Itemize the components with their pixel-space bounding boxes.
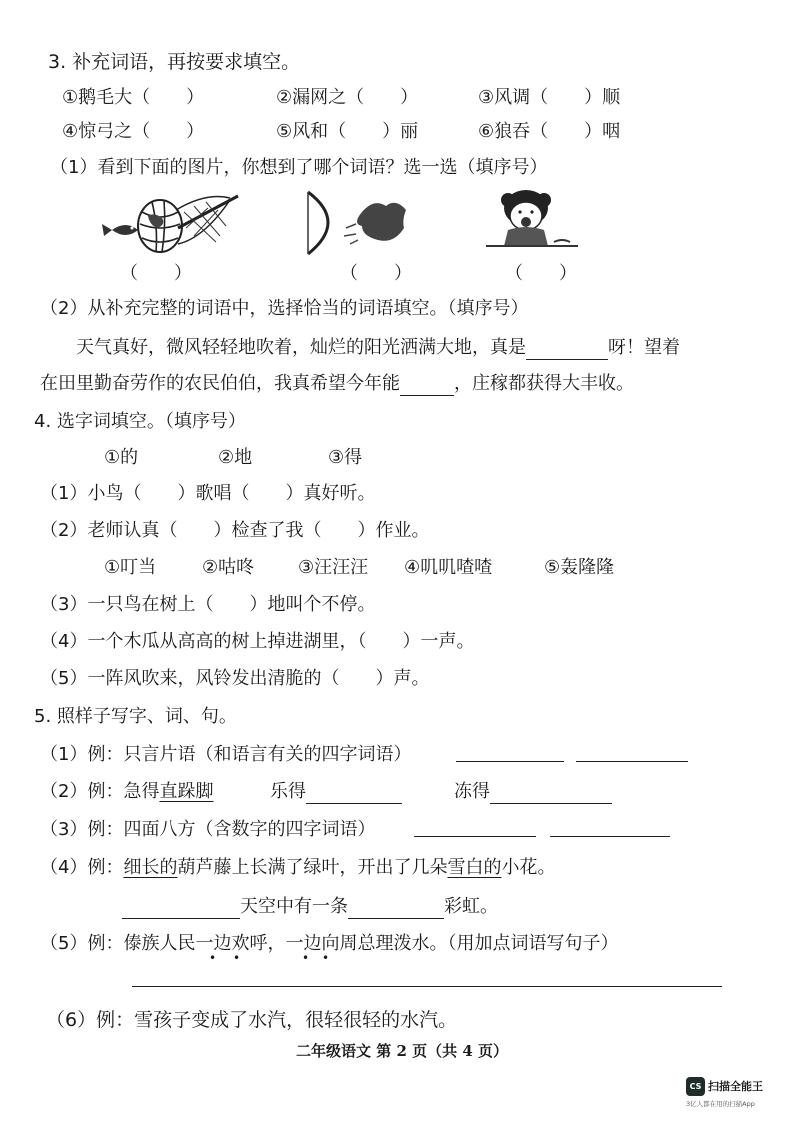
emphasis-dot: •	[322, 951, 330, 965]
q5-example6: （6）例：雪孩子变成了水汽，很轻很轻的水汽。	[46, 1009, 458, 1031]
emphasis-dot: •	[233, 951, 241, 965]
q5-e4-blank-2[interactable]	[348, 898, 444, 919]
para-text-d: ，庄稼都获得大丰收。	[454, 373, 634, 394]
q5-example4	[40, 856, 555, 880]
q4-title: 4. 选字词填空。（填序号）	[34, 411, 246, 432]
e4-prefix: （4）例：	[40, 857, 124, 878]
e4-l2-b: 彩虹。	[444, 896, 498, 917]
bow-bird-illustration	[300, 188, 415, 258]
q5-e3-blank-2[interactable]	[550, 816, 670, 837]
q4-line1: （1）小鸟（ ）歌唱（ ）真好听。	[40, 483, 376, 504]
pic2-answer-blank[interactable]: （ ）	[340, 263, 412, 284]
q5-e2-blank-1[interactable]	[306, 783, 402, 804]
pic1-answer-blank[interactable]: （ ）	[120, 263, 192, 284]
e4-l2-a: 天空中有一条	[240, 896, 348, 917]
page-footer: 二年级语文 第 2 页（共 4 页）	[296, 1042, 508, 1060]
e2-dong-label: 冻得	[454, 781, 490, 802]
girl-eating-illustration	[478, 186, 588, 256]
e4-end: 小花。	[501, 857, 556, 878]
watermark-tagline: 3亿人都在用的扫描App	[686, 1100, 755, 1108]
e2-prefix: （2）例：急得	[40, 781, 160, 802]
q5-example3: （3）例：四面八方（含数字的四字词语）	[40, 819, 376, 840]
q5-e1-blank-2[interactable]	[576, 741, 688, 762]
q5-e2-blank-2[interactable]	[490, 783, 612, 804]
e4-middle: 葫芦藤上长满了绿叶，开出了几朵	[177, 857, 448, 878]
q4-option2-3: ③汪汪汪	[298, 557, 369, 578]
q3-word-1: ①鹅毛大（ ）	[62, 87, 205, 108]
q4-line5: （5）一阵风吹来，风铃发出清脆的（ ）声。	[40, 668, 430, 689]
q4-line4: （4）一个木瓜从高高的树上掉进湖里，（ ）一声。	[40, 631, 475, 652]
e2-underlined-word: 直跺脚	[159, 781, 214, 802]
q4-line3: （3）一只鸟在树上（ ）地叫个不停。	[40, 594, 376, 615]
watermark-app-name: 扫描全能王	[708, 1080, 763, 1093]
q3-word-2: ②漏网之（ ）	[276, 87, 419, 108]
q4-option2-5: ⑤轰隆隆	[544, 557, 615, 578]
q5-e1-blank-1[interactable]	[456, 741, 564, 762]
q5-example5: （5）例：傣族人民一边欢呼，一边向周总理泼水。（用加点词语写句子）	[40, 933, 619, 954]
scanner-watermark	[686, 1075, 790, 1115]
q3-word-5: ⑤风和（ ）丽	[276, 121, 419, 142]
e4-underlined-2: 雪白的	[447, 857, 502, 878]
fish-net-illustration	[98, 188, 243, 263]
pic3-answer-blank[interactable]: （ ）	[505, 263, 577, 284]
cs-logo-icon: CS	[686, 1077, 705, 1096]
q5-example2	[40, 780, 213, 804]
q3-paragraph-line1	[76, 336, 680, 360]
q3-sub2: （2）从补充完整的词语中，选择恰当的词语填空。（填序号）	[40, 298, 529, 319]
q5-e4-blank-1[interactable]	[122, 898, 240, 919]
para-text-b: 呀！望着	[608, 337, 680, 358]
emphasis-dot: •	[209, 951, 217, 965]
q5-e2-dong	[454, 780, 612, 804]
q4-option2-2: ②咕咚	[202, 557, 255, 578]
q5-example1: （1）例：只言片语（和语言有关的四字词语）	[40, 744, 412, 765]
q3-title: 3. 补充词语，再按要求填空。	[48, 51, 301, 73]
q5-e3-blank-1[interactable]	[414, 816, 536, 837]
para-text-a: 天气真好，微风轻轻地吹着，灿烂的阳光洒满大地，真是	[76, 337, 526, 358]
q4-option-2: ②地	[218, 447, 253, 468]
q5-title: 5. 照样子写字、词、句。	[34, 706, 237, 727]
q3-word-3: ③风调（ ）顺	[478, 87, 621, 108]
q5-e5-answer-line[interactable]	[132, 966, 722, 987]
q5-e2-le	[270, 780, 402, 804]
emphasis-dot: •	[302, 951, 310, 965]
q4-option2-1: ①叮当	[104, 557, 157, 578]
q5-example4-line2	[122, 895, 498, 919]
q4-option-3: ③得	[328, 447, 363, 468]
e2-le-label: 乐得	[270, 781, 306, 802]
q3-paragraph-line2	[40, 372, 634, 396]
q4-option2-4: ④叽叽喳喳	[404, 557, 493, 578]
q3-word-6: ⑥狼吞（ ）咽	[478, 121, 621, 142]
q4-line2: （2）老师认真（ ）检查了我（ ）作业。	[40, 520, 430, 541]
para-blank-1[interactable]	[526, 339, 608, 360]
para-blank-2[interactable]	[400, 375, 454, 396]
q4-option-1: ①的	[104, 447, 139, 468]
para-text-c: 在田里勤奋劳作的农民伯伯，我真希望今年能	[40, 373, 400, 394]
e4-underlined-1: 细长的	[123, 857, 178, 878]
q3-sub1: （1）看到下面的图片，你想到了哪个词语？选一选（填序号）	[50, 157, 548, 178]
q3-word-4: ④惊弓之（ ）	[62, 121, 205, 142]
